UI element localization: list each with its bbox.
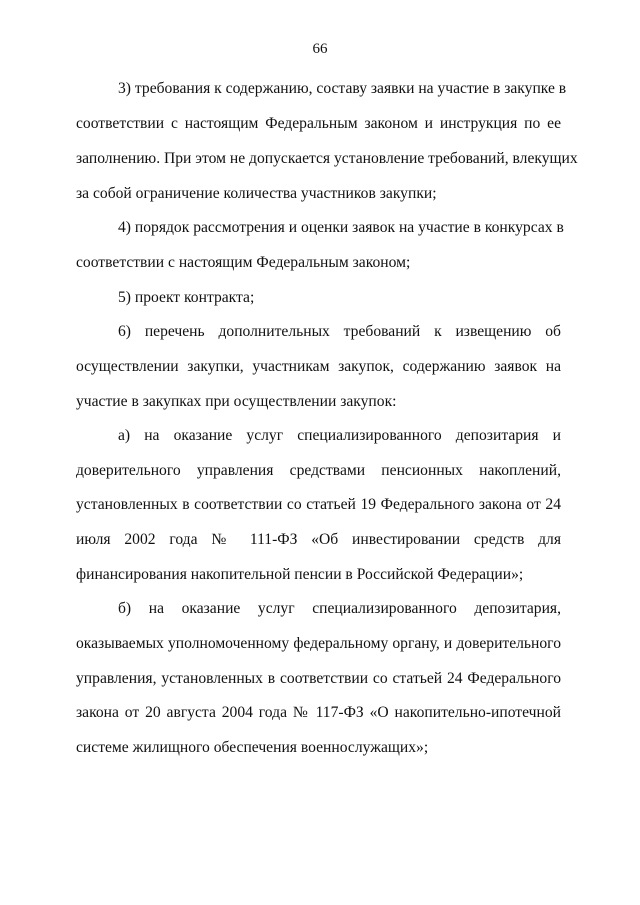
text-line: системе жилищного обеспечения военнослужащих»; — [76, 739, 429, 756]
text-line: 6) перечень дополнительных требований к извещению об — [118, 323, 561, 340]
text-line: осуществлении закупки, участникам закупок, содержанию заявок на — [76, 358, 561, 375]
text-line: управления, установленных в соответствии со статьей 24 Федерального — [76, 670, 561, 687]
page-number: 66 — [312, 41, 328, 57]
text-line: участие в закупках при осуществлении закупок: — [76, 393, 397, 410]
text-line: заполнению. При этом не допускается установление требований, влекущих — [76, 150, 578, 167]
text-line: финансирования накопительной пенсии в Российской Федерации»; — [76, 566, 524, 583]
text-line: оказываемых уполномоченному федеральному органу, и доверительного — [76, 635, 561, 652]
text-line: 5) проект контракта; — [118, 289, 255, 306]
text-line: 4) порядок рассмотрения и оценки заявок на участие в конкурсах в — [118, 219, 564, 236]
text-line: доверительного управления средствами пенсионных накоплений, — [76, 462, 561, 479]
text-line: закона от 20 августа 2004 года № 117-ФЗ «О накопительно-ипотечной — [76, 704, 561, 721]
text-line: соответствии с настоящим Федеральным законом; — [76, 254, 411, 271]
text-line: б) на оказание услуг специализированного депозитария, — [118, 600, 561, 617]
text-line: июля 2002 года № 111-ФЗ «Об инвестировании средств для — [76, 531, 561, 548]
text-line: за собой ограничение количества участников закупки; — [76, 185, 437, 202]
text-line: соответствии с настоящим Федеральным законом и инструкция по ее — [76, 115, 561, 132]
text-line: установленных в соответствии со статьей 19 Федерального закона от 24 — [76, 496, 561, 513]
text-line: а) на оказание услуг специализированного депозитария и — [118, 427, 561, 444]
text-line: 3) требования к содержанию, составу заявки на участие в закупке в — [118, 80, 567, 97]
